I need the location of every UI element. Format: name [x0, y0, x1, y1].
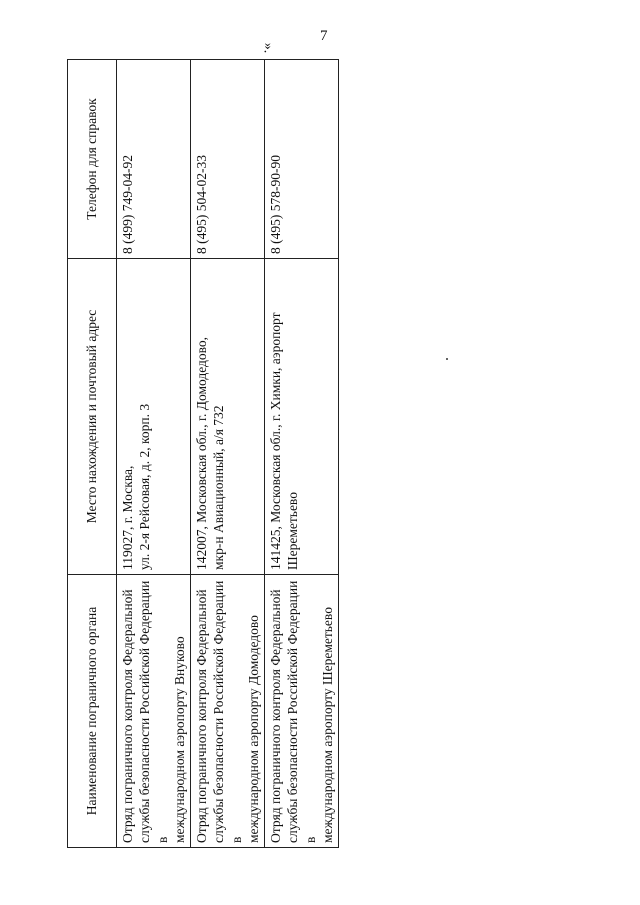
cell-text-line: 141425, Московская обл., г. Химки, аэропорт: [268, 312, 284, 570]
table-header-row: [68, 60, 117, 848]
border-authorities-table-container: [67, 60, 335, 848]
cell-text-line: международном аэропорту Внуково: [171, 636, 187, 843]
phone-cell: 8 (499) 749-04-92: [117, 60, 191, 259]
phone-cell: 8 (495) 504-02-33: [191, 60, 265, 259]
header-phone: Телефон для справок: [68, 60, 117, 259]
cell-text-line: 142007, Московская обл., г. Домодедово,: [194, 336, 210, 570]
rotated-table-frame: [67, 60, 335, 848]
header-authority-name: Наименование пограничного органа: [68, 575, 117, 848]
cell-text-line: Шереметьево: [285, 492, 301, 570]
cell-text-line: Отряд пограничного контроля Федеральной: [268, 589, 284, 843]
cell-text-line: 119027, г. Москва,: [120, 465, 135, 570]
authority-name-cell: [191, 575, 265, 848]
cell-text-line: ул. 2-я Рейсовая, д. 2, корп. 3: [137, 403, 153, 570]
page-number: 7: [320, 28, 328, 44]
table-row: [265, 60, 339, 848]
cell-text-line: международном аэропорту Шереметьево: [319, 607, 335, 843]
cell-text-line: мкр-н Авиационный, а/я 732: [211, 405, 227, 570]
address-cell: [265, 259, 339, 575]
cell-text-line: международном аэропорту Домодедово: [245, 615, 261, 843]
authority-name-cell: [117, 575, 191, 848]
closing-quote-mark: ».: [260, 42, 276, 54]
table-row: [117, 60, 191, 848]
scan-speck: [446, 358, 448, 360]
address-cell: [117, 259, 191, 575]
phone-cell: 8 (495) 578-90-90: [265, 60, 339, 259]
address-cell: [191, 259, 265, 575]
cell-text-line: Отряд пограничного контроля Федеральной: [120, 589, 135, 843]
cell-text-line: службы безопасности Российской Федерации в: [137, 580, 170, 843]
header-location-address: Место нахождения и почтовый адрес: [68, 259, 117, 575]
cell-text-line: службы безопасности Российской Федерации в: [285, 580, 318, 843]
authority-name-cell: [265, 575, 339, 848]
cell-text-line: службы безопасности Российской Федерации в: [211, 580, 244, 843]
cell-text-line: Отряд пограничного контроля Федеральной: [194, 589, 210, 843]
border-authorities-table: [67, 59, 339, 848]
table-row: [191, 60, 265, 848]
